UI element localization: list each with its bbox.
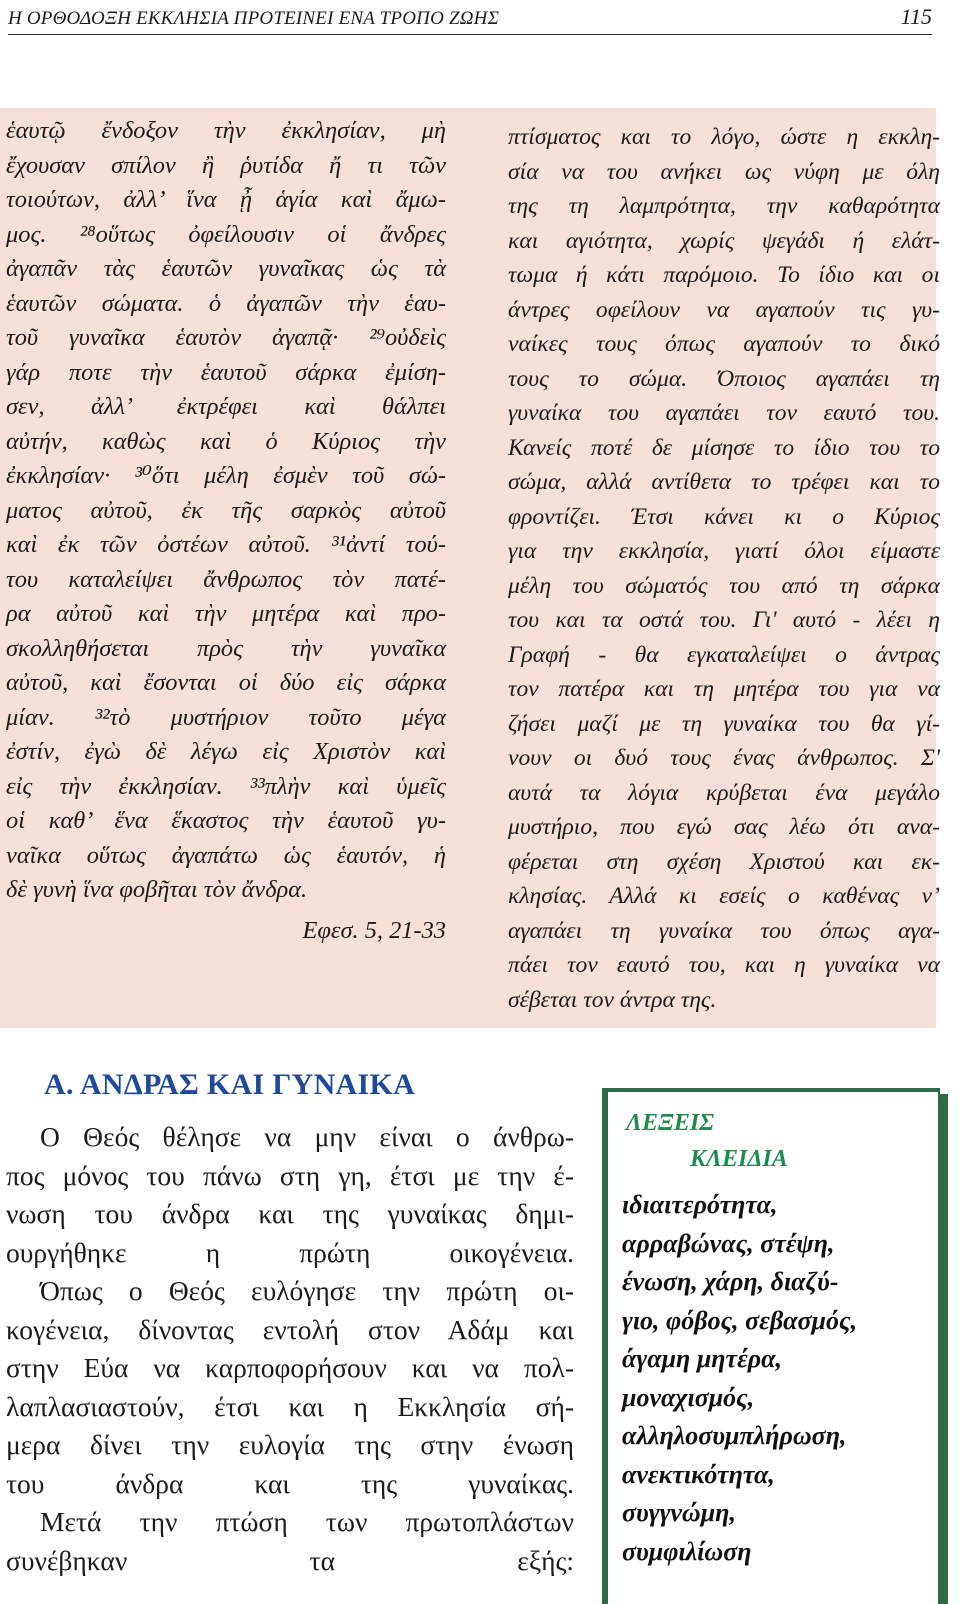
scripture-line: ἑαυτῷ ἔνδοξον τὴν ἐκκλησίαν, μὴ xyxy=(6,117,446,144)
scripture-line: αὐτοῦ, καὶ ἔσονται οἱ δύο εἰς σάρκα xyxy=(6,669,446,696)
translation-line: τωμα ή κάτι παρόμοιο. Το ίδιο και οι xyxy=(508,262,940,288)
keyword-line: αρραβώνας, στέψη, xyxy=(622,1228,835,1258)
page-number: 115 xyxy=(900,4,932,29)
scripture-line: ματος αὐτοῦ, ἐκ τῆς σαρκὸς αὐτοῦ xyxy=(6,496,446,524)
translation-line: γυναίκα του αγαπάει τον εαυτό του. xyxy=(508,400,940,426)
scripture-line: δὲ γυνὴ ἵνα φοβῆται τὸν ἄνδρα. xyxy=(6,876,308,903)
body-line: Όπως ο Θεός ευλόγησε την πρώτη οι- xyxy=(40,1275,574,1306)
keyword-line: μοναχισμός, xyxy=(622,1382,755,1412)
body-line: Μετά την πτώση των πρωτοπλάστων xyxy=(40,1506,574,1537)
scripture-line: τοῦ γυναῖκα ἑαυτὸν ἀγαπᾷ· ²⁹οὐδεὶς xyxy=(6,324,446,351)
section-body xyxy=(6,1118,574,1580)
keyword-line: συμφιλίωση xyxy=(622,1536,752,1566)
scripture-line: ναῖκα οὕτως ἀγαπάτω ὡς ἑαυτόν, ἡ xyxy=(6,841,446,869)
translation-line: για την εκκλησία, γιατί όλοι είμαστε xyxy=(508,538,940,564)
body-line: λαπλασιαστούν, έτσι και η Εκκλησία σή- xyxy=(6,1390,574,1422)
body-line: συνέβηκαν τα εξής: xyxy=(6,1544,574,1576)
translation-line: Γραφή - θα εγκαταλείψει ο άντρας xyxy=(508,641,940,668)
translation-line: και αγιότητα, χωρίς ψεγάδι ή ελάτ- xyxy=(508,227,940,254)
translation-line: Κανείς ποτέ δε μίσησε το ίδιο του το xyxy=(508,434,940,461)
keyword-line: γιο, φόβος, σεβασμός, xyxy=(622,1305,858,1335)
scripture-line: ἀγαπᾶν τὰς ἑαυτῶν γυναῖκας ὡς τὰ xyxy=(6,255,446,282)
scripture-line: ἐστίν, ἐγὼ δὲ λέγω εἰς Χριστὸν καὶ xyxy=(6,738,446,765)
scripture-line: ἑαυτῶν σώματα. ὁ ἀγαπῶν τὴν ἑαυ- xyxy=(6,289,446,317)
body-line: ουργήθηκε η πρώτη οικογένεια. xyxy=(6,1236,574,1268)
translation-line: μυστήριο, που εγώ σας λέω ότι ανα- xyxy=(508,814,940,840)
keyword-line: ένωση, χάρη, διαζύ- xyxy=(622,1267,839,1296)
translation-line: άντρες οφείλουν να αγαπούν τις γυ- xyxy=(508,296,940,323)
keyword-line: αλληλοσυμπλήρωση, xyxy=(622,1421,847,1450)
section-title: Α. ΑΝΔΡΑΣ ΚΑΙ ΓΥΝΑΙΚΑ xyxy=(44,1068,416,1101)
keywords-heading: ΛΕΞΕΙΣ xyxy=(626,1110,715,1136)
translation-line: του και τα οστά του. Γι' αυτό - λέει η xyxy=(508,607,940,633)
translation-line: σέβεται τον άντρα της. xyxy=(508,986,717,1013)
page-header xyxy=(8,0,932,35)
scripture-line: γάρ ποτε τὴν ἑαυτοῦ σάρκα ἐμίση- xyxy=(6,358,446,386)
scripture-reference: Εφεσ. 5, 21-33 xyxy=(302,916,446,944)
body-line: του άνδρα και της γυναίκας. xyxy=(6,1467,574,1499)
scripture-line: ἔχουσαν σπίλον ἢ ῥυτίδα ἤ τι τῶν xyxy=(6,151,446,179)
translation-line: μέλη του σώματός του από τη σάρκα xyxy=(508,572,940,599)
keyword-line: ιδιαιτερότητα, xyxy=(622,1190,778,1219)
translation-line: τον πατέρα και τη μητέρα του για να xyxy=(508,676,940,702)
translation-line: σία να του ανήκει ως νύφη με όλη xyxy=(508,158,940,185)
keywords-heading: ΚΛΕΙΔΙΑ xyxy=(690,1146,788,1172)
translation-line: πάει τον εαυτό του, και η γυναίκα να xyxy=(508,952,940,978)
keywords-list xyxy=(622,1186,934,1571)
running-title: Η ΟΡΘΟΔΟΞΗ ΕΚΚΛΗΣΙΑ ΠΡΟΤΕΙΝΕΙ ΕΝΑ ΤΡΟΠΟ ΖΩΗΣ xyxy=(8,8,500,29)
body-line: στην Εύα να καρποφορήσουν και να πολ- xyxy=(6,1352,574,1383)
translation-line: σώμα, αλλά αντίθετα το τρέφει και το xyxy=(508,469,940,495)
translation-line: ζήσει μαζί με τη γυναίκα του θα γί- xyxy=(508,710,940,737)
translation-line: τους το σώμα. Όποιος αγαπάει τη xyxy=(508,365,940,392)
scripture-line: μίαν. ³²τὸ μυστήριον τοῦτο μέγα xyxy=(6,703,446,731)
scripture-line: ρα αὐτοῦ καὶ τὴν μητέρα καὶ προ- xyxy=(6,600,446,627)
translation-line: αυτά τα λόγια κρύβεται ένα μεγάλο xyxy=(508,779,940,806)
scripture-line: αὐτήν, καθὼς καὶ ὁ Κύριος τὴν xyxy=(6,427,446,455)
scripture-translation-column xyxy=(508,120,940,1017)
translation-line: ναίκες τους όπως αγαπούν το δικό xyxy=(508,331,940,357)
translation-line: φέρεται στη σχέση Χριστού και εκ- xyxy=(508,848,940,875)
scripture-line: εἰς τὴν ἐκκλησίαν. ³³πλὴν καὶ ὑμεῖς xyxy=(6,772,446,800)
keyword-line: ανεκτικότητα, xyxy=(622,1459,775,1489)
scripture-original-column xyxy=(6,114,446,948)
body-line: πος μόνος του πάνω στη γη, έτσι με την έ- xyxy=(6,1159,574,1191)
body-line: κογένεια, δίνοντας εντολή στον Αδάμ και xyxy=(6,1313,574,1345)
keyword-line: συγγνώμη, xyxy=(622,1498,736,1527)
translation-line: πτίσματος και το λόγο, ώστε η εκκλη- xyxy=(508,124,940,150)
scripture-line: σκολληθήσεται πρὸς τὴν γυναῖκα xyxy=(6,634,446,662)
keywords-box xyxy=(602,1088,940,1604)
keyword-line: άγαμη μητέρα, xyxy=(622,1344,783,1373)
translation-line: νουν οι δυό τους ένας άνθρωπος. Σ' xyxy=(508,745,940,771)
translation-line: της τη λαμπρότητα, την καθαρότητα xyxy=(508,193,940,219)
scripture-line: μος. ²⁸οὕτως ὀφείλουσιν οἱ ἄνδρες xyxy=(6,220,446,248)
body-line: μερα δίνει την ευλογία της στην ένωση xyxy=(6,1429,574,1460)
scripture-line: τοιούτων, ἀλλ’ ἵνα ᾖ ἁγία καὶ ἄμω- xyxy=(6,186,446,213)
scripture-line: του καταλείψει ἄνθρωπος τὸν πατέ- xyxy=(6,565,446,593)
scripture-line: οἱ καθ’ ἕνα ἕκαστος τὴν ἑαυτοῦ γυ- xyxy=(6,807,446,834)
body-line: Ο Θεός θέλησε να μην είναι ο άνθρω- xyxy=(40,1121,574,1152)
body-line: νωση του άνδρα και της γυναίκας δημι- xyxy=(6,1198,574,1229)
translation-line: φροντίζει. Έτσι κάνει κι ο Κύριος xyxy=(508,503,940,530)
translation-line: κλησίας. Αλλά κι εσείς ο καθένας ν’ xyxy=(508,883,940,909)
scripture-line: καὶ ἐκ τῶν ὀστέων αὐτοῦ. ³¹ἀντί τού- xyxy=(6,531,446,558)
scripture-line: ἐκκλησίαν· ³⁰ὅτι μέλη ἐσμὲν τοῦ σώ- xyxy=(6,462,446,489)
translation-line: αγαπάει τη γυναίκα του όπως αγα- xyxy=(508,917,940,944)
scripture-line: σεν, ἀλλ’ ἐκτρέφει καὶ θάλπει xyxy=(6,393,446,420)
